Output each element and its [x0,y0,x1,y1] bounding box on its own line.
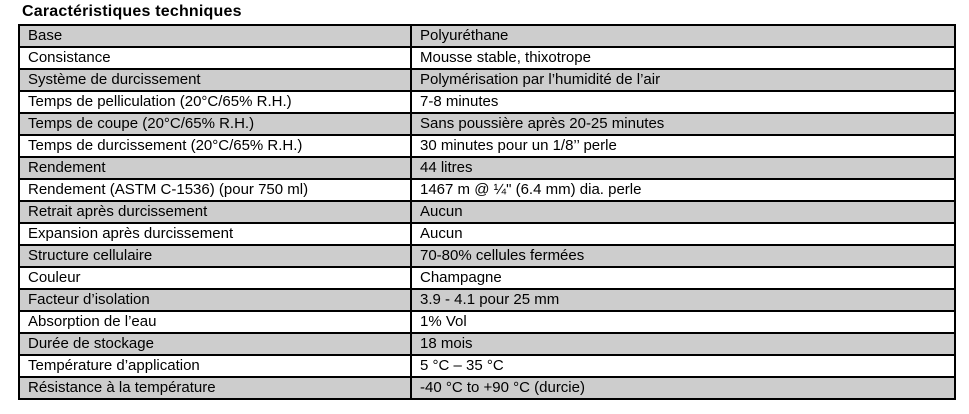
table-row [19,355,955,377]
row-label: Température d’application [19,355,411,377]
row-label: Temps de pelliculation (20°C/65% R.H.) [19,91,411,113]
row-value: Aucun [411,223,955,245]
row-value: Polyuréthane [411,25,955,47]
table-row [19,311,955,333]
row-value: Mousse stable, thixotrope [411,47,955,69]
table-row [19,267,955,289]
row-value: 1467 m @ ¼" (6.4 mm) dia. perle [411,179,955,201]
technical-characteristics-table [18,24,956,400]
table-row [19,113,955,135]
row-label: Résistance à la température [19,377,411,399]
table-row [19,69,955,91]
row-label: Base [19,25,411,47]
table-body [19,25,955,399]
table-row [19,135,955,157]
row-label: Expansion après durcissement [19,223,411,245]
row-value: 18 mois [411,333,955,355]
row-label: Rendement [19,157,411,179]
row-value: 30 minutes pour un 1/8’’ perle [411,135,955,157]
table-row [19,179,955,201]
row-label: Système de durcissement [19,69,411,91]
row-label: Durée de stockage [19,333,411,355]
row-value: Sans poussière après 20-25 minutes [411,113,955,135]
row-value: 70-80% cellules fermées [411,245,955,267]
row-value: Champagne [411,267,955,289]
row-value: Aucun [411,201,955,223]
row-value: Polymérisation par l’humidité de l’air [411,69,955,91]
row-label: Structure cellulaire [19,245,411,267]
table-row [19,377,955,399]
table-row [19,245,955,267]
table-row [19,157,955,179]
row-label: Rendement (ASTM C-1536) (pour 750 ml) [19,179,411,201]
table-row [19,289,955,311]
page-title: Caractéristiques techniques [22,3,242,20]
table-row [19,223,955,245]
table-row [19,25,955,47]
row-value: 44 litres [411,157,955,179]
row-label: Absorption de l’eau [19,311,411,333]
table-row [19,333,955,355]
row-label: Couleur [19,267,411,289]
table-row [19,91,955,113]
row-value: 3.9 - 4.1 pour 25 mm [411,289,955,311]
table-row [19,47,955,69]
row-value: 7-8 minutes [411,91,955,113]
row-value: 5 °C – 35 °C [411,355,955,377]
row-label: Temps de durcissement (20°C/65% R.H.) [19,135,411,157]
table-row [19,201,955,223]
row-label: Consistance [19,47,411,69]
row-label: Facteur d’isolation [19,289,411,311]
row-label: Retrait après durcissement [19,201,411,223]
row-value: 1% Vol [411,311,955,333]
row-label: Temps de coupe (20°C/65% R.H.) [19,113,411,135]
row-value: -40 °C to +90 °C (durcie) [411,377,955,399]
